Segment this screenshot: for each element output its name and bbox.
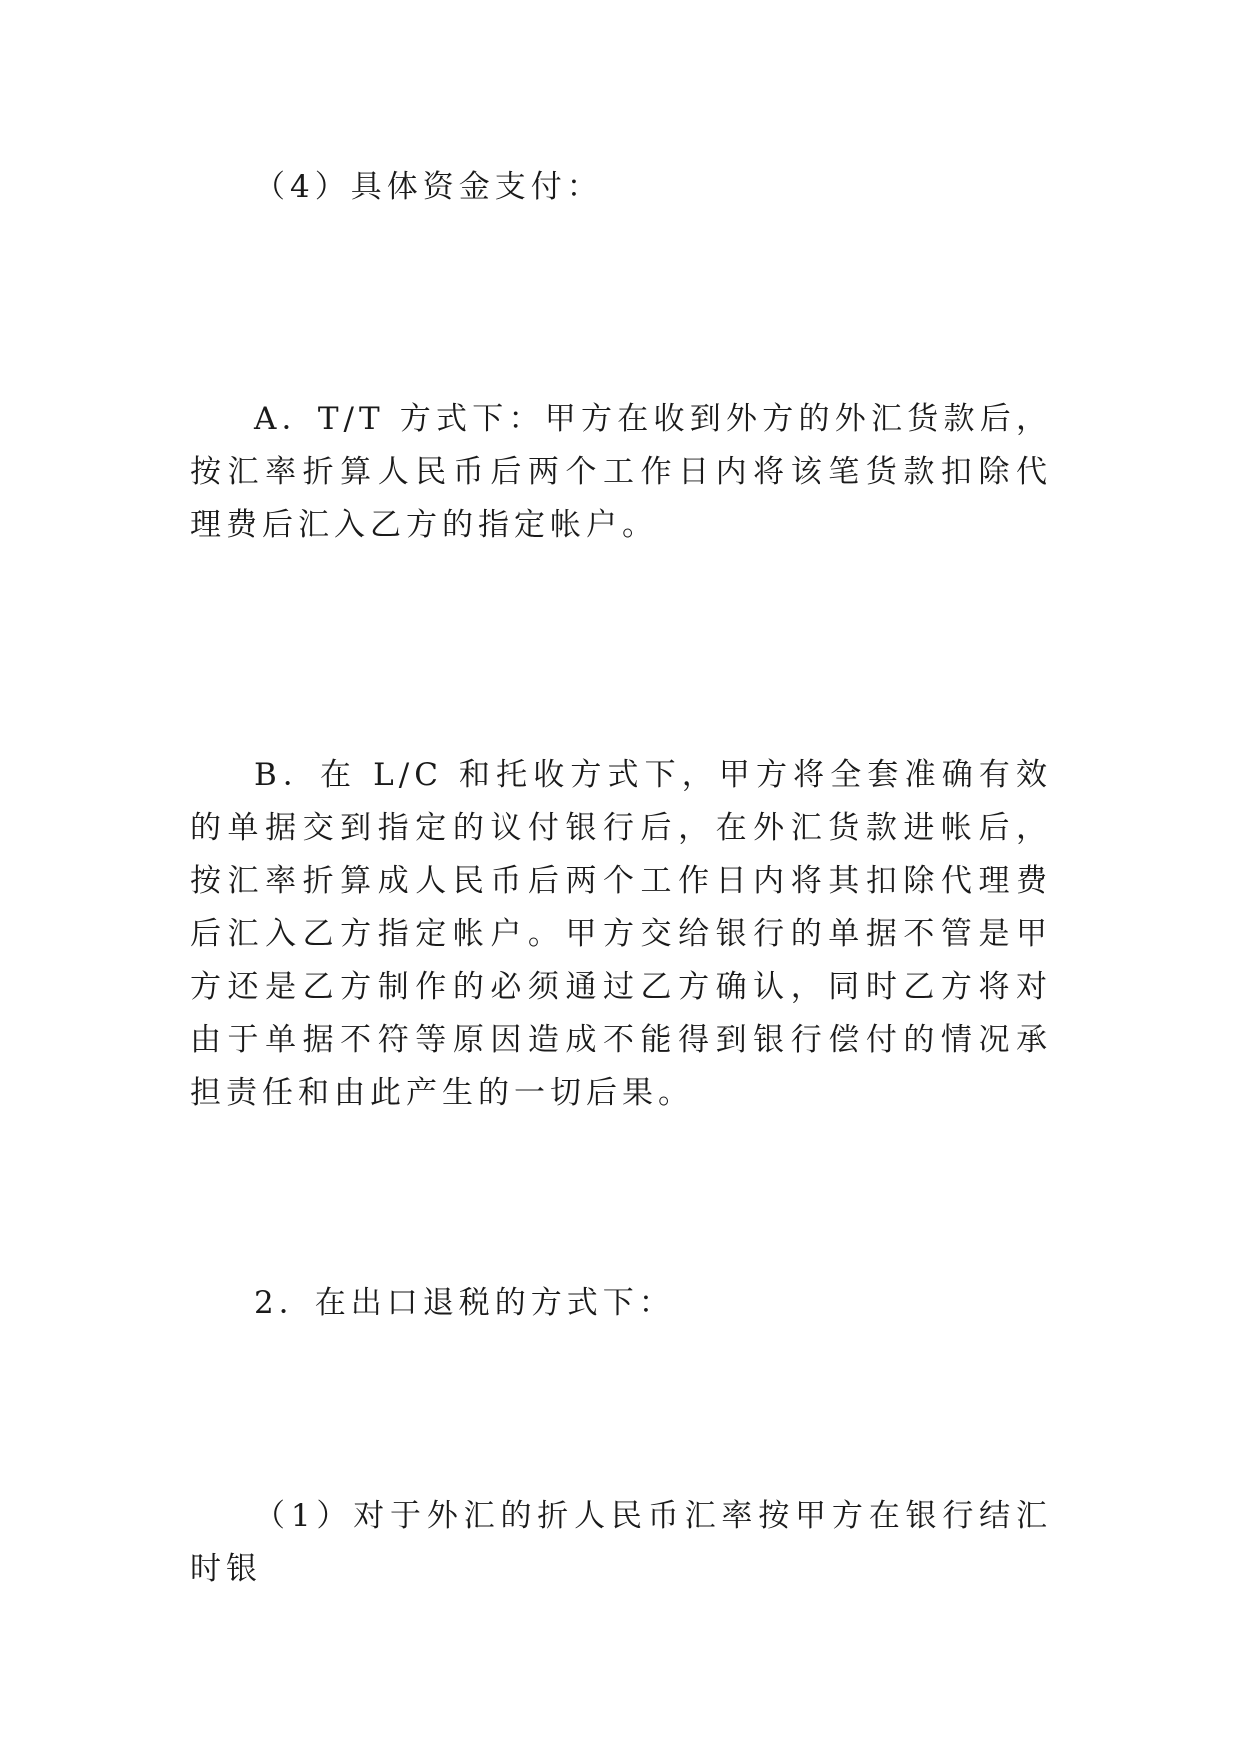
paragraph-lc-collection-method: B．在 L/C 和托收方式下，甲方将全套准确有效的单据交到指定的议付银行后，在外汇货款进帐后，按汇率折算成人民币后两个工作日内将其扣除代理费后汇入乙方指定帐户。甲方交给银行的单据不管是甲方还是乙方制作的必须通过乙方确认，同时乙方将对由于单据不符等原因造成不能得到银行偿付的情况承担责任和由此产生的一切后果。: [190, 757, 1052, 1111]
paragraph-export-tax-rebate-heading: 2．在出口退税的方式下：: [254, 1285, 675, 1321]
paragraph-fund-payment-heading: （4）具体资金支付：: [254, 169, 603, 205]
paragraph-tt-method: A．T/T 方式下：甲方在收到外方的外汇货款后，按汇率折算人民币后两个工作日内将该笔货款扣除代理费后汇入乙方的指定帐户。: [190, 401, 1052, 543]
paragraph-exchange-rate-clause: （1）对于外汇的折人民币汇率按甲方在银行结汇时银: [190, 1498, 1052, 1587]
